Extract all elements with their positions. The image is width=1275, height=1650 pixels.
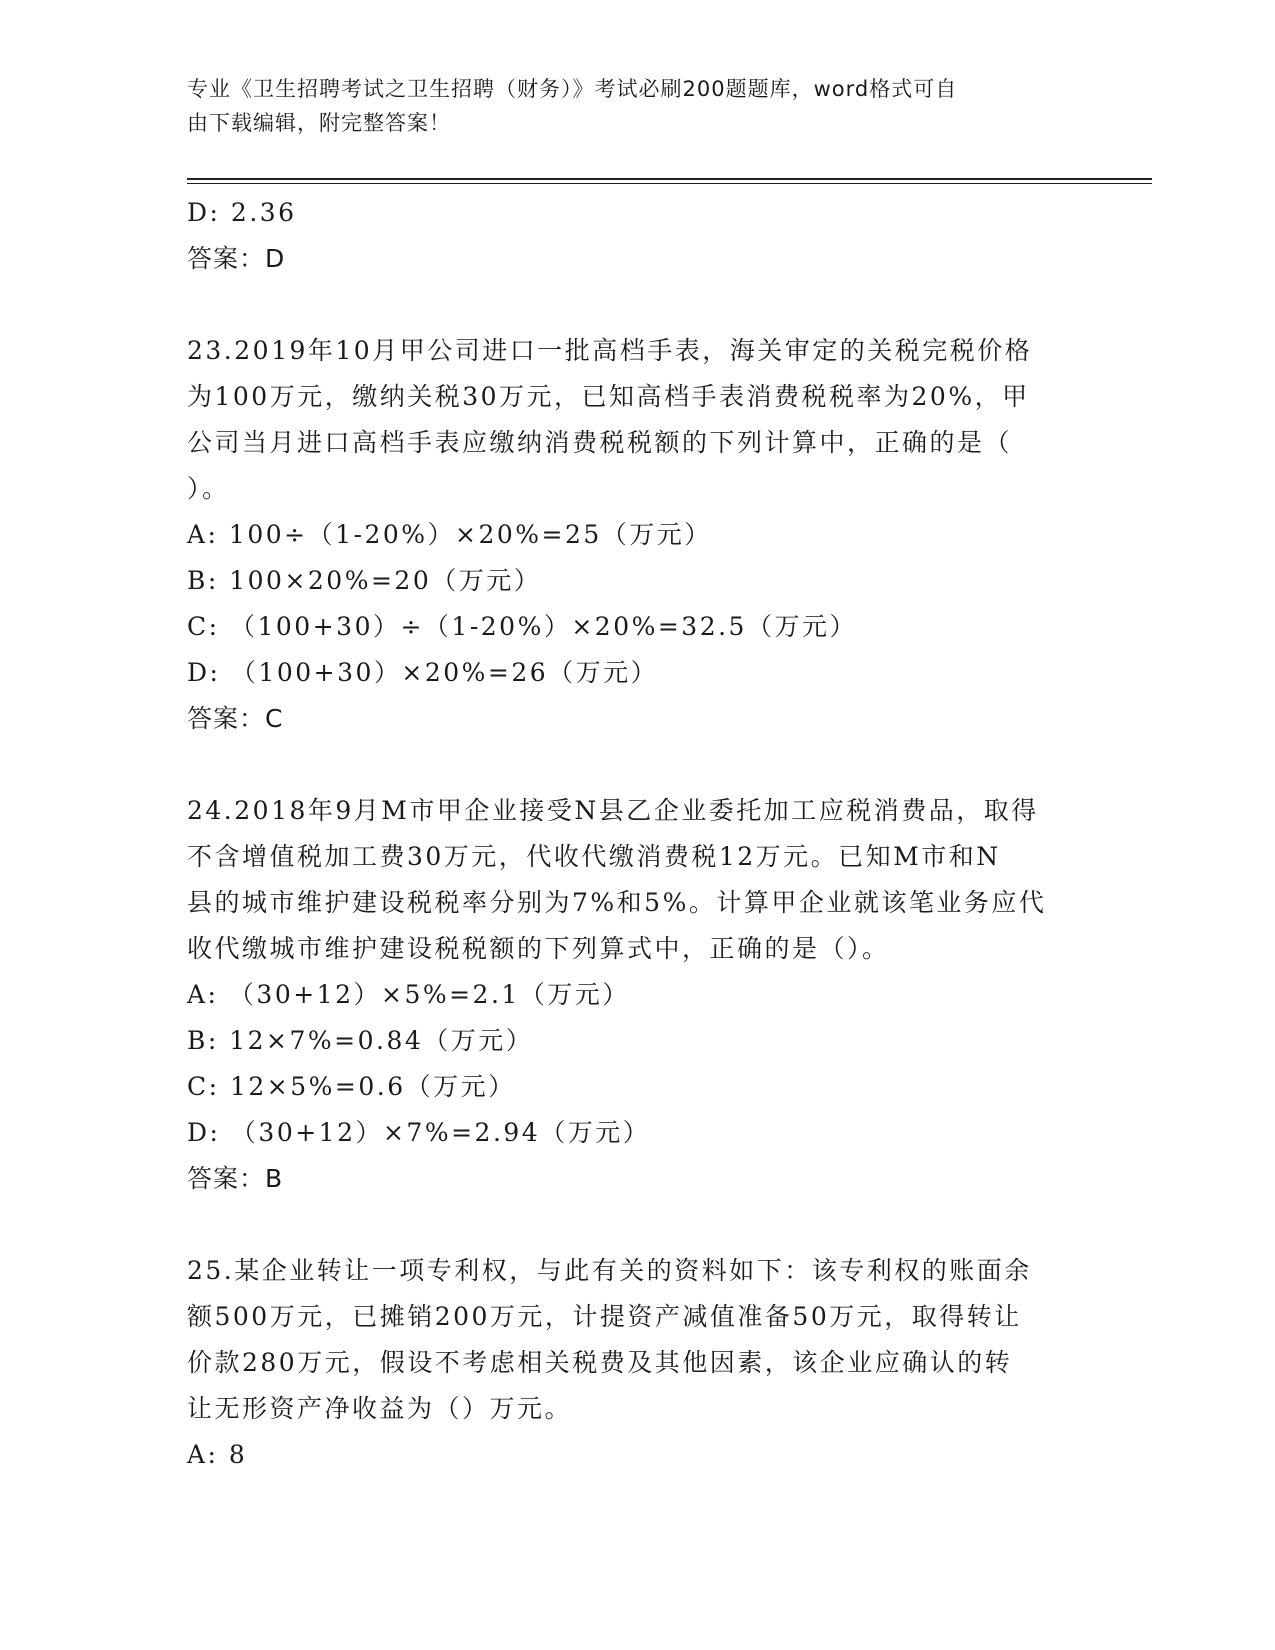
q22-option-d: D: 2.36 (187, 198, 297, 227)
question-25 (187, 1248, 1087, 1478)
q25-stem-line-3: 价款280万元，假设不考虑相关税费及其他因素，该企业应确认的转 (187, 1348, 1013, 1377)
q23-option-b: B: 100×20%=20（万元） (187, 566, 542, 595)
q24-stem-line-2: 不含增值税加工费30万元，代收代缴消费税12万元。已知M市和N (187, 842, 1001, 871)
header-line-1: 专业《卫生招聘考试之卫生招聘（财务）》考试必刷200题题库，word格式可自 (187, 77, 958, 101)
spacer (187, 742, 1087, 788)
q24-option-d: D: （30+12）×7%=2.94（万元） (187, 1118, 651, 1147)
q23-option-a: A: 100÷（1-20%）×20%=25（万元） (187, 520, 712, 549)
question-23 (187, 328, 1087, 742)
q24-stem-line-1: 24.2018年9月M市甲企业接受N县乙企业委托加工应税消费品，取得 (187, 796, 1039, 825)
question-content (187, 190, 1087, 1478)
spacer (187, 282, 1087, 328)
spacer (187, 1202, 1087, 1248)
q23-option-c: C: （100+30）÷（1-20%）×20%=32.5（万元） (187, 612, 857, 641)
q24-option-c: C: 12×5%=0.6（万元） (187, 1072, 516, 1101)
header-rule-thick (187, 178, 1152, 180)
q24-stem-line-3: 县的城市维护建设税税率分别为7%和5%。计算甲企业就该笔业务应代 (187, 888, 1047, 917)
q22-answer: 答案：D (187, 244, 286, 273)
q23-answer: 答案：C (187, 704, 284, 733)
q25-stem-line-1: 25.某企业转让一项专利权，与此有关的资料如下：该专利权的账面余 (187, 1256, 1032, 1285)
q24-option-b: B: 12×7%=0.84（万元） (187, 1026, 534, 1055)
q25-option-a: A: 8 (187, 1440, 248, 1469)
page-header (187, 72, 1067, 140)
q25-stem-line-2: 额500万元，已摊销200万元，计提资产减值准备50万元，取得转让 (187, 1302, 1022, 1331)
q24-option-a: A: （30+12）×5%=2.1（万元） (187, 980, 630, 1009)
q24-answer: 答案：B (187, 1164, 284, 1193)
question-24 (187, 788, 1087, 1202)
q24-stem-line-4: 收代缴城市维护建设税税额的下列算式中，正确的是（）。 (187, 934, 890, 963)
q23-option-d: D: （100+30）×20%=26（万元） (187, 658, 659, 687)
q23-stem-line-4: ）。 (187, 474, 230, 503)
q23-stem-line-3: 公司当月进口高档手表应缴纳消费税税额的下列计算中，正确的是（ (187, 428, 1013, 457)
q23-stem-line-1: 23.2019年10月甲公司进口一批高档手表，海关审定的关税完税价格 (187, 336, 1033, 365)
q25-stem-line-4: 让无形资产净收益为（）万元。 (187, 1394, 573, 1423)
q23-stem-line-2: 为100万元，缴纳关税30万元，已知高档手表消费税税率为20%，甲 (187, 382, 1030, 411)
header-line-2: 由下载编辑，附完整答案！ (187, 111, 451, 135)
header-rule-thin (187, 183, 1152, 184)
